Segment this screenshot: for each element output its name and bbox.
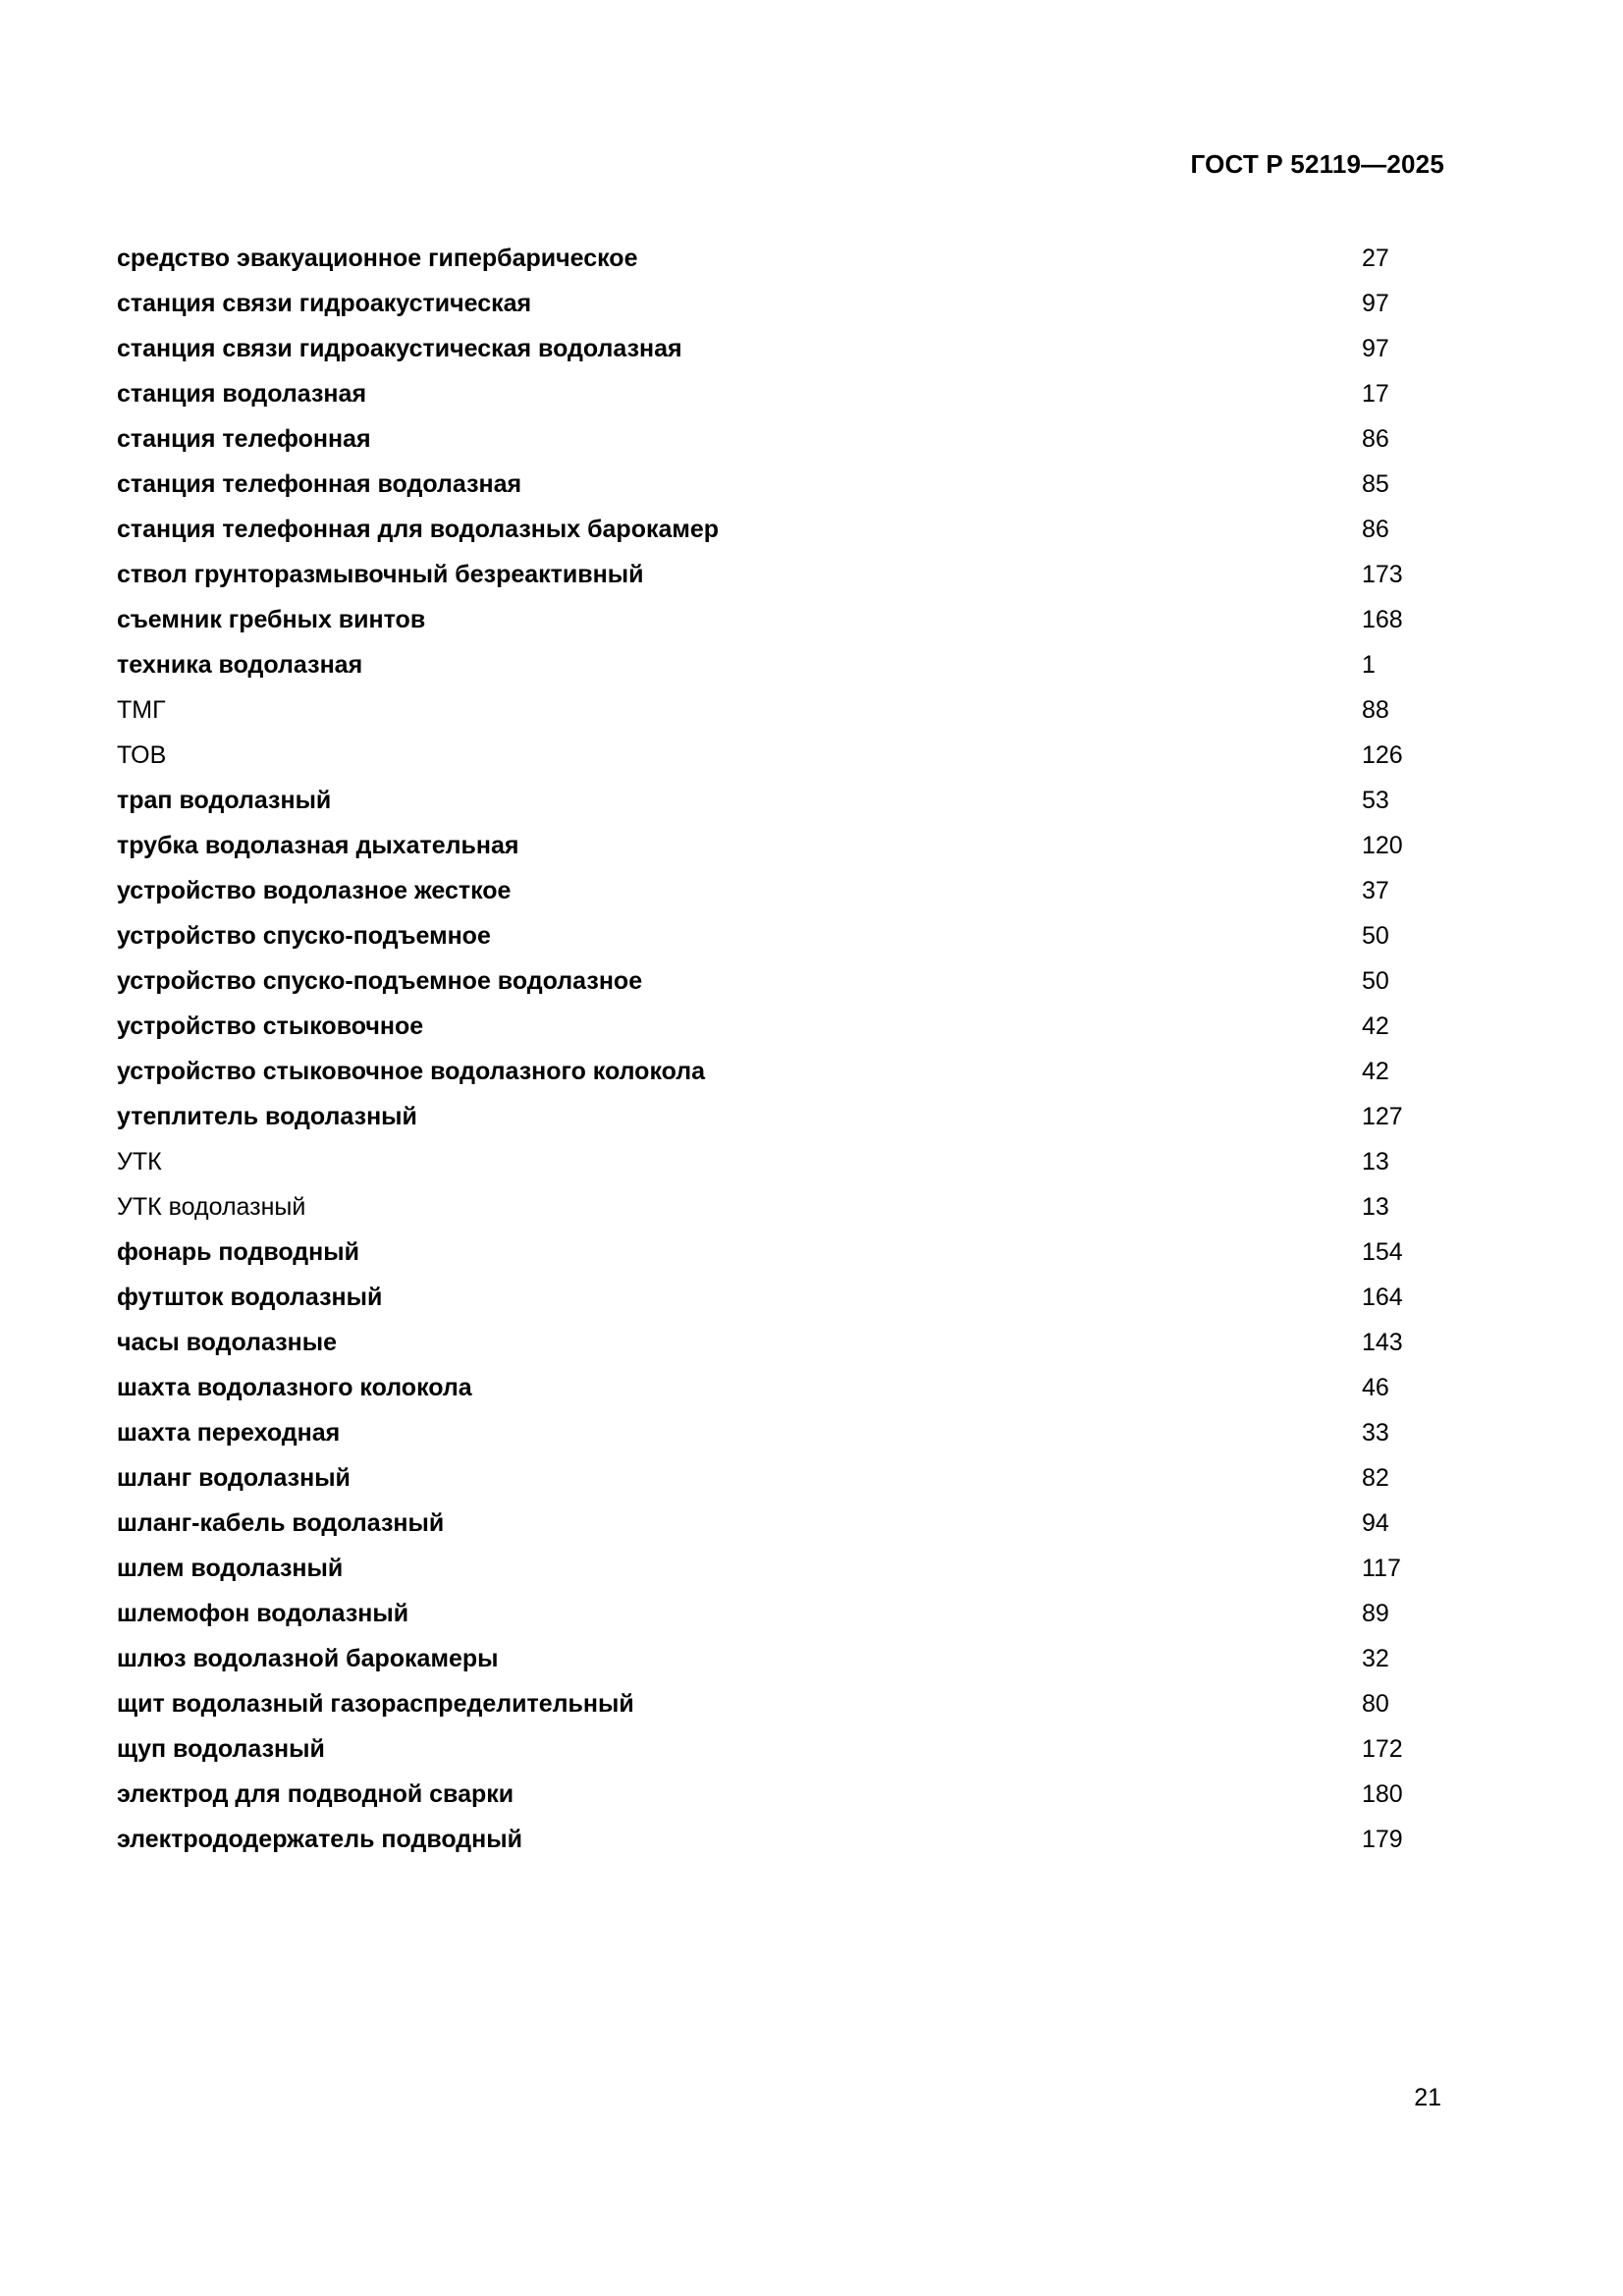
index-term-number: 86 bbox=[1362, 516, 1389, 543]
index-term-number: 37 bbox=[1362, 877, 1389, 904]
index-term: трап водолазный bbox=[117, 787, 332, 814]
index-entry bbox=[117, 602, 1413, 647]
index-term-number: 97 bbox=[1362, 290, 1389, 317]
index-term: устройство водолазное жесткое bbox=[117, 877, 512, 904]
index-term: щит водолазный газораспределительный bbox=[117, 1690, 634, 1718]
index-term: электрододержатель подводный bbox=[117, 1826, 522, 1853]
index-term: шахта водолазного колокола bbox=[117, 1374, 472, 1401]
index-entry bbox=[117, 466, 1413, 512]
index-entry bbox=[117, 1189, 1413, 1234]
index-entry bbox=[117, 738, 1413, 783]
index-entry bbox=[117, 1596, 1413, 1641]
index-entry bbox=[117, 1234, 1413, 1280]
index-term: часы водолазные bbox=[117, 1329, 337, 1356]
index-term-number: 143 bbox=[1362, 1329, 1403, 1356]
index-term-number: 127 bbox=[1362, 1103, 1403, 1130]
index-term-number: 89 bbox=[1362, 1600, 1389, 1627]
index-term: устройство спуско-подъемное водолазное bbox=[117, 967, 643, 995]
index-entry bbox=[117, 873, 1413, 918]
index-entry bbox=[117, 647, 1413, 692]
index-term: трубка водолазная дыхательная bbox=[117, 832, 519, 859]
index-entry bbox=[117, 1099, 1413, 1144]
index-term: средство эвакуационное гипербарическое bbox=[117, 245, 638, 272]
index-entry bbox=[117, 1777, 1413, 1822]
index-term-number: 33 bbox=[1362, 1419, 1389, 1447]
index-entry bbox=[117, 963, 1413, 1009]
index-term-number: 180 bbox=[1362, 1780, 1403, 1808]
index-term-number: 42 bbox=[1362, 1058, 1389, 1085]
index-entry bbox=[117, 692, 1413, 738]
index-term: шлемофон водолазный bbox=[117, 1600, 409, 1627]
index-term: футшток водолазный bbox=[117, 1284, 383, 1311]
index-entry bbox=[117, 1280, 1413, 1325]
index-entry bbox=[117, 783, 1413, 828]
index-term: ствол грунторазмывочный безреактивный bbox=[117, 561, 644, 588]
index-entry bbox=[117, 1370, 1413, 1415]
index-term: станция телефонная водолазная bbox=[117, 470, 522, 498]
index-entry bbox=[117, 512, 1413, 557]
index-term-number: 80 bbox=[1362, 1690, 1389, 1718]
index-term: ТМГ bbox=[117, 696, 166, 724]
page-number: 21 bbox=[1414, 2084, 1441, 2111]
index-entry bbox=[117, 376, 1413, 421]
index-term: УТК водолазный bbox=[117, 1193, 306, 1221]
alphabetical-index-list bbox=[117, 241, 1413, 1867]
index-entry bbox=[117, 828, 1413, 873]
index-entry bbox=[117, 1054, 1413, 1099]
index-term: шланг водолазный bbox=[117, 1464, 351, 1492]
index-term: утеплитель водолазный bbox=[117, 1103, 417, 1130]
index-term-number: 117 bbox=[1362, 1555, 1401, 1582]
index-entry bbox=[117, 1009, 1413, 1054]
index-term-number: 126 bbox=[1362, 741, 1403, 769]
index-term-number: 13 bbox=[1362, 1193, 1389, 1221]
index-term-number: 32 bbox=[1362, 1645, 1389, 1672]
index-term-number: 17 bbox=[1362, 380, 1389, 408]
index-entry bbox=[117, 1551, 1413, 1596]
index-term-number: 94 bbox=[1362, 1509, 1389, 1537]
index-entry bbox=[117, 1731, 1413, 1777]
index-term: устройство стыковочное bbox=[117, 1012, 424, 1040]
index-entry bbox=[117, 241, 1413, 286]
index-term-number: 173 bbox=[1362, 561, 1403, 588]
index-term-number: 168 bbox=[1362, 606, 1403, 633]
index-term-number: 164 bbox=[1362, 1284, 1403, 1311]
index-entry bbox=[117, 1415, 1413, 1460]
index-entry bbox=[117, 1822, 1413, 1867]
index-entry bbox=[117, 1641, 1413, 1686]
index-term: станция связи гидроакустическая bbox=[117, 290, 532, 317]
index-term: щуп водолазный bbox=[117, 1735, 325, 1763]
index-term-number: 86 bbox=[1362, 425, 1389, 453]
index-term-number: 46 bbox=[1362, 1374, 1389, 1401]
index-term-number: 1 bbox=[1362, 651, 1376, 679]
index-term: устройство спуско-подъемное bbox=[117, 922, 491, 950]
index-entry bbox=[117, 557, 1413, 602]
index-term-number: 179 bbox=[1362, 1826, 1403, 1853]
index-term: УТК bbox=[117, 1148, 162, 1175]
index-term-number: 88 bbox=[1362, 696, 1389, 724]
index-term: шлюз водолазной барокамеры bbox=[117, 1645, 499, 1672]
index-term-number: 42 bbox=[1362, 1012, 1389, 1040]
index-term: станция телефонная bbox=[117, 425, 371, 453]
index-term: съемник гребных винтов bbox=[117, 606, 426, 633]
index-term: электрод для подводной сварки bbox=[117, 1780, 514, 1808]
index-term: станция водолазная bbox=[117, 380, 367, 408]
index-term: станция связи гидроакустическая водолазная bbox=[117, 335, 682, 362]
index-entry bbox=[117, 1325, 1413, 1370]
index-term-number: 82 bbox=[1362, 1464, 1389, 1492]
index-term: станция телефонная для водолазных барокамер bbox=[117, 516, 720, 543]
index-term: устройство стыковочное водолазного колокола bbox=[117, 1058, 706, 1085]
index-term: техника водолазная bbox=[117, 651, 363, 679]
index-term-number: 85 bbox=[1362, 470, 1389, 498]
index-term-number: 154 bbox=[1362, 1238, 1403, 1266]
document-standard-id: ГОСТ Р 52119—2025 bbox=[1190, 149, 1444, 179]
index-term: ТОВ bbox=[117, 741, 167, 769]
index-entry bbox=[117, 1144, 1413, 1189]
index-term-number: 13 bbox=[1362, 1148, 1389, 1175]
index-term: шлем водолазный bbox=[117, 1555, 344, 1582]
index-entry bbox=[117, 1505, 1413, 1551]
index-entry bbox=[117, 286, 1413, 331]
index-term-number: 172 bbox=[1362, 1735, 1403, 1763]
index-entry bbox=[117, 331, 1413, 376]
index-term-number: 50 bbox=[1362, 922, 1389, 950]
index-entry bbox=[117, 1460, 1413, 1505]
index-term-number: 50 bbox=[1362, 967, 1389, 995]
index-entry bbox=[117, 421, 1413, 466]
index-term: фонарь подводный bbox=[117, 1238, 359, 1266]
index-term-number: 97 bbox=[1362, 335, 1389, 362]
index-term-number: 27 bbox=[1362, 245, 1389, 272]
index-term: шланг-кабель водолазный bbox=[117, 1509, 445, 1537]
index-entry bbox=[117, 1686, 1413, 1731]
index-term-number: 53 bbox=[1362, 787, 1389, 814]
index-entry bbox=[117, 918, 1413, 963]
index-term: шахта переходная bbox=[117, 1419, 341, 1447]
index-term-number: 120 bbox=[1362, 832, 1403, 859]
